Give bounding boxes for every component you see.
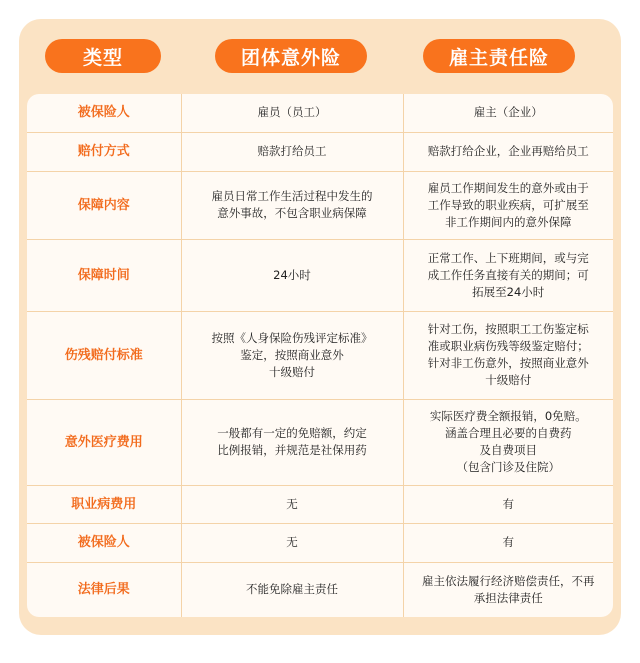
table-row [27, 94, 613, 132]
group-accident-cell: 一般都有一定的免赔额，约定 比例报销，并规范是社保用药 [181, 399, 403, 485]
table-header [19, 19, 621, 93]
employer-liability-cell: 针对工伤，按照职工工伤鉴定标 准或职业病伤残等级鉴定赔付； 针对非工伤意外，按照商业意外 十级赔付 [403, 311, 613, 399]
row-label: 被保险人 [27, 523, 181, 562]
group-accident-cell: 无 [181, 485, 403, 523]
table-row [27, 485, 613, 523]
employer-liability-cell: 雇主（企业） [403, 94, 613, 132]
group-accident-cell: 无 [181, 523, 403, 562]
row-label: 意外医疗费用 [27, 399, 181, 485]
header-type-pill: 类型 [45, 39, 161, 73]
row-label: 伤残赔付标准 [27, 311, 181, 399]
employer-liability-cell: 雇主依法履行经济赔偿责任，不再 承担法律责任 [403, 562, 613, 617]
table-row [27, 171, 613, 239]
row-label: 法律后果 [27, 562, 181, 617]
employer-liability-cell: 赔款打给企业，企业再赔给员工 [403, 132, 613, 171]
group-accident-cell: 24小时 [181, 239, 403, 311]
employer-liability-cell: 有 [403, 485, 613, 523]
row-label: 赔付方式 [27, 132, 181, 171]
employer-liability-cell: 雇员工作期间发生的意外或由于 工作导致的职业疾病，可扩展至 非工作期间内的意外保障 [403, 171, 613, 239]
group-accident-cell: 雇员（员工） [181, 94, 403, 132]
table-row [27, 311, 613, 399]
row-label: 职业病费用 [27, 485, 181, 523]
comparison-table [27, 94, 613, 617]
table-row [27, 523, 613, 562]
group-accident-cell: 不能免除雇主责任 [181, 562, 403, 617]
employer-liability-cell: 有 [403, 523, 613, 562]
table-row [27, 399, 613, 485]
employer-liability-cell: 正常工作、上下班期间，或与完 成工作任务直接有关的期间；可 拓展至24小时 [403, 239, 613, 311]
table-row [27, 132, 613, 171]
group-accident-cell: 雇员日常工作生活过程中发生的 意外事故，不包含职业病保障 [181, 171, 403, 239]
table-row [27, 562, 613, 617]
group-accident-cell: 赔款打给员工 [181, 132, 403, 171]
header-group-accident-pill: 团体意外险 [215, 39, 367, 73]
row-label: 被保险人 [27, 94, 181, 132]
table-row [27, 239, 613, 311]
row-label: 保障时间 [27, 239, 181, 311]
group-accident-cell: 按照《人身保险伤残评定标准》 鉴定，按照商业意外 十级赔付 [181, 311, 403, 399]
comparison-card [19, 19, 621, 635]
employer-liability-cell: 实际医疗费全额报销，0免赔。 涵盖合理且必要的自费药 及自费项目 （包含门诊及住院） [403, 399, 613, 485]
row-label: 保障内容 [27, 171, 181, 239]
header-employer-liability-pill: 雇主责任险 [423, 39, 575, 73]
